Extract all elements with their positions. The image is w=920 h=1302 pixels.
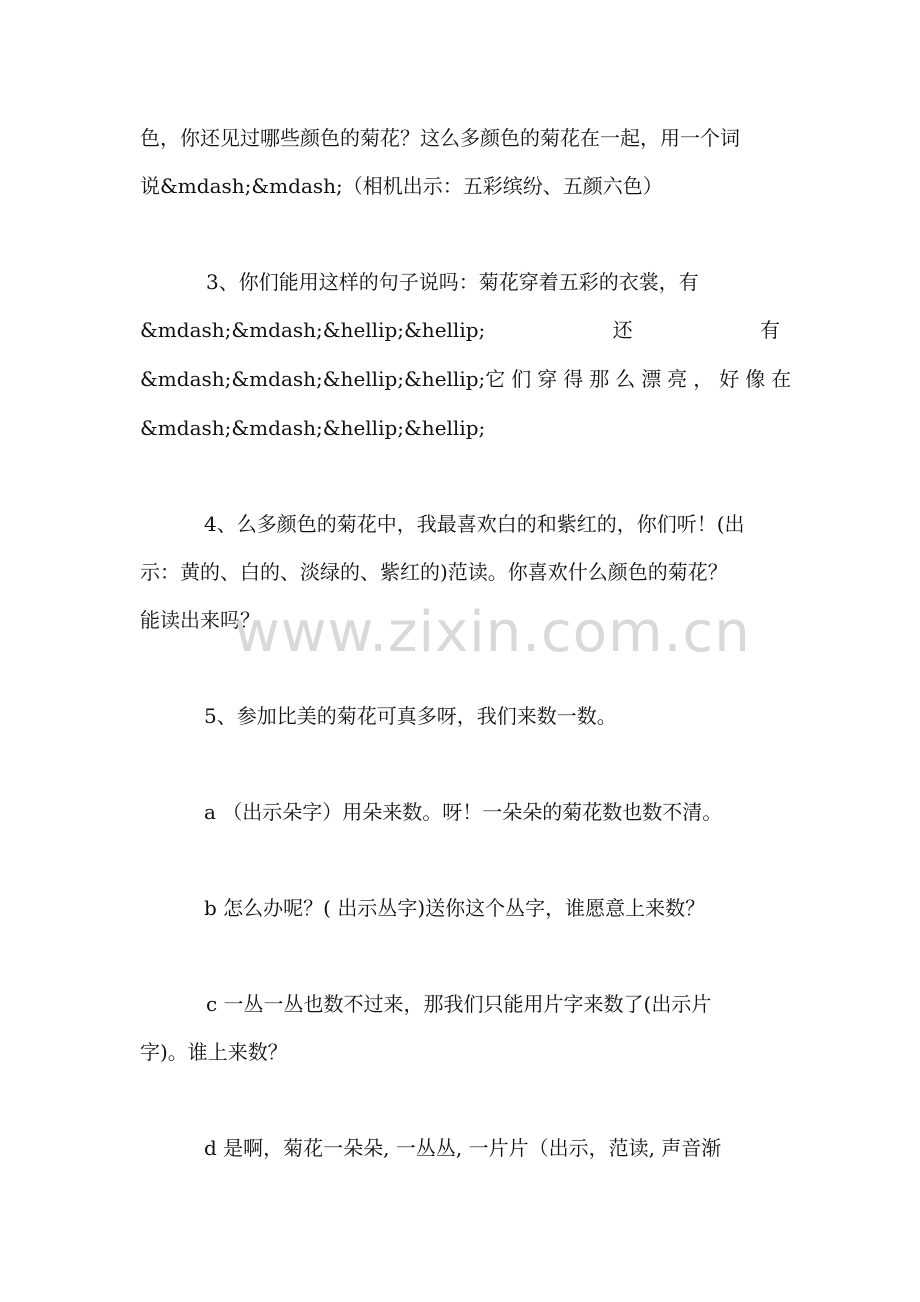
paragraph-line: 示：黄的、白的、淡绿的、紫红的)范读。你喜欢什么颜色的菊花？ bbox=[140, 560, 728, 584]
paragraph-line: 能读出来吗？ bbox=[140, 608, 260, 632]
paragraph-line: &mdash;&mdash;&hellip;&hellip; bbox=[140, 416, 486, 440]
paragraph-line: d 是啊，菊花一朵朵, 一丛丛, 一片片（出示，范读, 声音渐 bbox=[204, 1136, 722, 1160]
paragraph-line: 4、么多颜色的菊花中，我最喜欢白的和紫红的，你们听！(出 bbox=[204, 512, 745, 536]
paragraph-line bbox=[140, 316, 780, 344]
line-segment: 有 bbox=[759, 318, 780, 342]
watermark: www.zixin.com.cn bbox=[234, 600, 751, 665]
line-segment: &mdash;&mdash;&hellip;&hellip; bbox=[140, 367, 486, 391]
paragraph-line: c 一丛一丛也数不过来，那我们只能用片字来数了(出示片 bbox=[206, 992, 712, 1016]
paragraph-line: 色，你还见过哪些颜色的菊花？这么多颜色的菊花在一起，用一个词 bbox=[140, 126, 740, 150]
line-segment: 还 bbox=[612, 318, 633, 342]
paragraph-line: a （出示朵字）用朵来数。呀！一朵朵的菊花数也数不清。 bbox=[204, 800, 723, 824]
paragraph-line: 3、你们能用这样的句子说吗：菊花穿着五彩的衣裳，有 bbox=[206, 270, 699, 294]
paragraph-line: b 怎么办呢？( 出示丛字)送你这个丛字，谁愿意上来数？ bbox=[204, 896, 706, 920]
paragraph-line bbox=[140, 365, 798, 393]
line-segment: &mdash;&mdash;&hellip;&hellip; bbox=[140, 318, 486, 342]
line-segment: 它们穿得那么漂亮，好像在 bbox=[485, 367, 798, 391]
paragraph-line: 字)。谁上来数？ bbox=[140, 1040, 288, 1064]
paragraph-line: 5、参加比美的菊花可真多呀，我们来数一数。 bbox=[204, 704, 617, 728]
paragraph-line: 说&mdash;&mdash;（相机出示：五彩缤纷、五颜六色） bbox=[140, 174, 663, 198]
